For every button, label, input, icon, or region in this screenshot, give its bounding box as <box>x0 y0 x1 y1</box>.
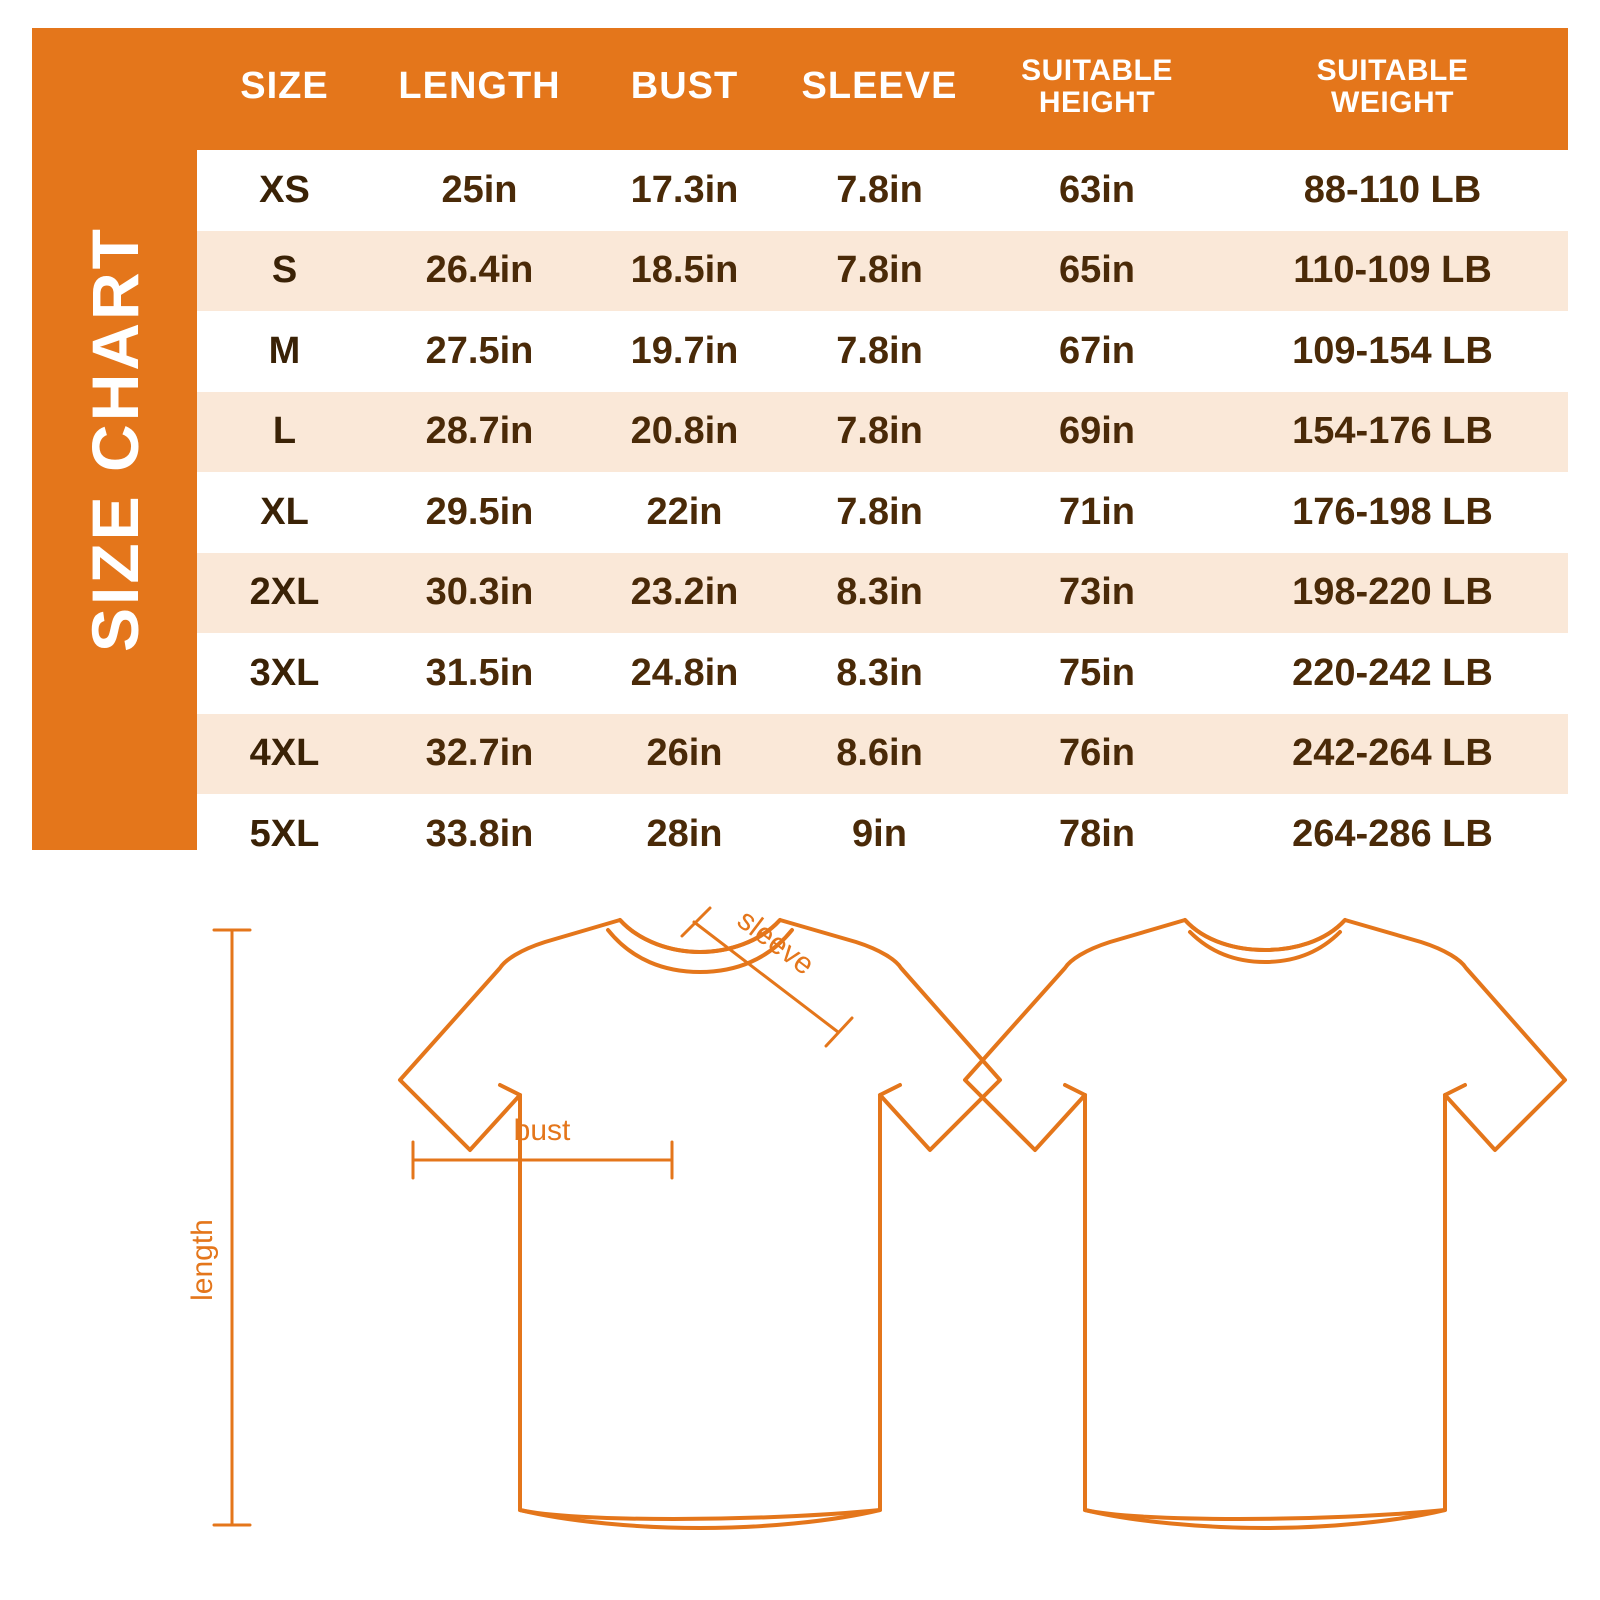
cell-weight: 110-109 LB <box>1217 231 1568 312</box>
cell-size: XS <box>197 150 372 231</box>
table-row <box>197 231 1568 312</box>
bust-dimension-line <box>413 1142 672 1178</box>
cell-size: L <box>197 392 372 473</box>
cell-bust: 18.5in <box>587 231 782 312</box>
cell-height: 75in <box>977 633 1217 714</box>
cell-bust: 20.8in <box>587 392 782 473</box>
cell-length: 28.7in <box>372 392 587 473</box>
cell-weight: 176-198 LB <box>1217 472 1568 553</box>
cell-length: 26.4in <box>372 231 587 312</box>
cell-length: 30.3in <box>372 553 587 634</box>
cell-bust: 22in <box>587 472 782 553</box>
cell-sleeve: 8.3in <box>782 553 977 634</box>
table-row <box>197 392 1568 473</box>
cell-height: 73in <box>977 553 1217 634</box>
cell-length: 32.7in <box>372 714 587 795</box>
cell-size: 2XL <box>197 553 372 634</box>
cell-bust: 17.3in <box>587 150 782 231</box>
cell-bust: 23.2in <box>587 553 782 634</box>
cell-sleeve: 9in <box>782 794 977 875</box>
cell-sleeve: 7.8in <box>782 231 977 312</box>
size-table-body <box>197 150 1568 875</box>
cell-bust: 24.8in <box>587 633 782 714</box>
table-row <box>197 311 1568 392</box>
length-label: length <box>186 1219 219 1301</box>
table-row <box>197 150 1568 231</box>
table-row <box>197 553 1568 634</box>
table-row <box>197 472 1568 553</box>
cell-length: 33.8in <box>372 794 587 875</box>
cell-weight: 198-220 LB <box>1217 553 1568 634</box>
cell-bust: 28in <box>587 794 782 875</box>
cell-size: XL <box>197 472 372 553</box>
cell-sleeve: 7.8in <box>782 472 977 553</box>
column-header-suitable-height <box>977 28 1217 150</box>
cell-weight: 220-242 LB <box>1217 633 1568 714</box>
size-table-area <box>197 28 1568 855</box>
table-row <box>197 794 1568 875</box>
length-dimension-line <box>214 930 250 1525</box>
cell-length: 31.5in <box>372 633 587 714</box>
cell-height: 69in <box>977 392 1217 473</box>
header-row <box>197 28 1568 150</box>
cell-height: 67in <box>977 311 1217 392</box>
cell-sleeve: 7.8in <box>782 311 977 392</box>
tshirt-back-illustration <box>965 920 1565 1528</box>
cell-length: 25in <box>372 150 587 231</box>
suitable-height-line1: SUITABLE <box>1021 53 1173 87</box>
cell-height: 76in <box>977 714 1217 795</box>
cell-height: 71in <box>977 472 1217 553</box>
column-header-bust: BUST <box>587 28 782 150</box>
suitable-weight-line1: SUITABLE <box>1316 53 1469 87</box>
cell-weight: 88-110 LB <box>1217 150 1568 231</box>
cell-weight: 154-176 LB <box>1217 392 1568 473</box>
cell-length: 27.5in <box>372 311 587 392</box>
cell-height: 65in <box>977 231 1217 312</box>
size-chart-panel <box>32 28 1568 855</box>
column-header-suitable-weight <box>1217 28 1568 150</box>
suitable-height-line2: HEIGHT <box>1038 86 1156 119</box>
size-chart-title-text: SIZE CHART <box>77 226 152 652</box>
cell-sleeve: 7.8in <box>782 392 977 473</box>
cell-sleeve: 7.8in <box>782 150 977 231</box>
cell-weight: 242-264 LB <box>1217 714 1568 795</box>
cell-size: S <box>197 231 372 312</box>
cell-size: 5XL <box>197 794 372 875</box>
cell-bust: 26in <box>587 714 782 795</box>
size-table <box>197 28 1568 875</box>
cell-size: 3XL <box>197 633 372 714</box>
cell-weight: 264-286 LB <box>1217 794 1568 875</box>
column-header-sleeve: SLEEVE <box>782 28 977 150</box>
column-header-size: SIZE <box>197 28 372 150</box>
cell-height: 63in <box>977 150 1217 231</box>
cell-sleeve: 8.3in <box>782 633 977 714</box>
cell-size: 4XL <box>197 714 372 795</box>
table-row <box>197 633 1568 714</box>
tshirt-front-illustration <box>400 920 1000 1528</box>
column-header-length: LENGTH <box>372 28 587 150</box>
table-row <box>197 714 1568 795</box>
bust-label: bust <box>513 1114 571 1147</box>
cell-length: 29.5in <box>372 472 587 553</box>
cell-weight: 109-154 LB <box>1217 311 1568 392</box>
cell-height: 78in <box>977 794 1217 875</box>
size-table-header <box>197 28 1568 150</box>
cell-sleeve: 8.6in <box>782 714 977 795</box>
size-chart-side-title <box>32 28 197 850</box>
cell-bust: 19.7in <box>587 311 782 392</box>
suitable-weight-line2: WEIGHT <box>1331 86 1454 119</box>
cell-size: M <box>197 311 372 392</box>
measurement-diagram <box>0 880 1600 1580</box>
sleeve-label: sleeve <box>731 903 821 982</box>
